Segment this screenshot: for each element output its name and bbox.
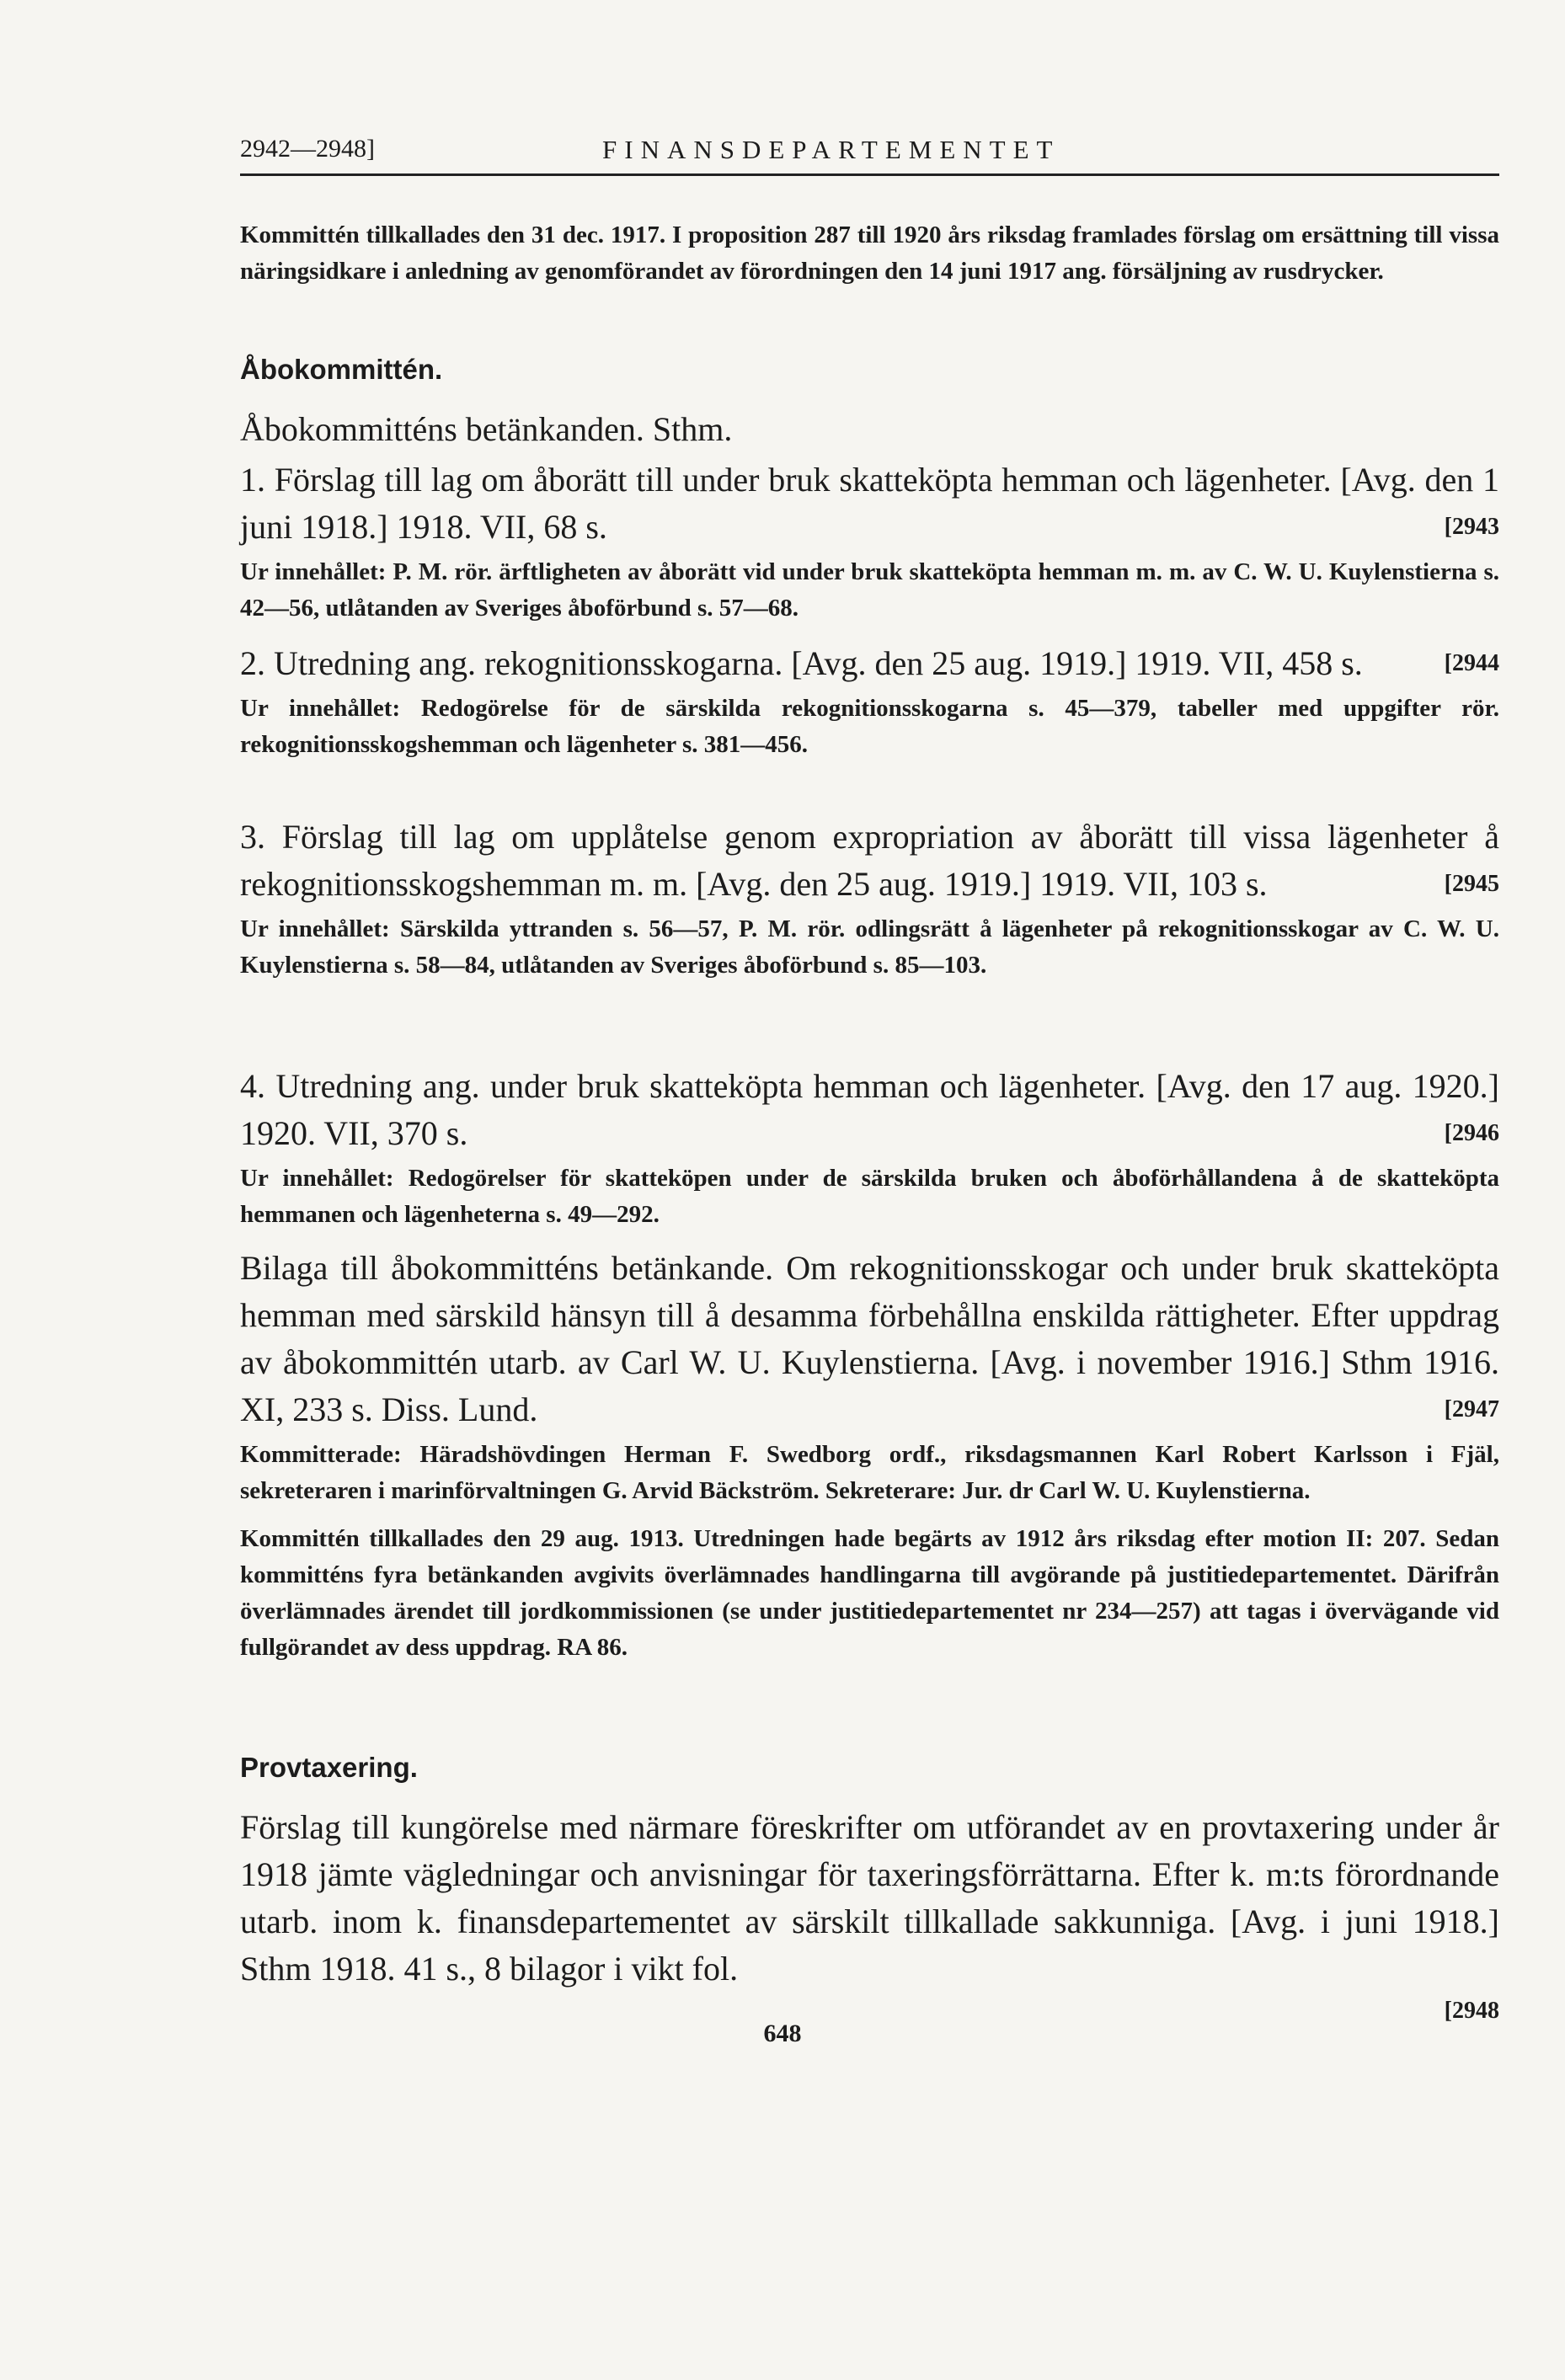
entry-range: 2942—2948] [240,135,375,163]
entry-text: 4. Utredning ang. under bruk skatteköpta hemman och lägenheter. [Avg. den 17 aug. 1920.] 1920. VII, 370 s. [240,1067,1499,1152]
entry-2946 [240,1063,1499,1233]
entry-text: 3. Förslag till lag om upplåtelse genom expropriation av åborätt till vissa lägenheter å rekognitionsskogshemman m. m. [Avg. den 25 aug. 1919.] 1919. VII, 103 s. [240,818,1499,903]
subheading-betankanden: Åbokommitténs betänkanden. Sthm. [240,410,733,448]
entry-number: [2948 [1444,1998,1499,2024]
page-number: 648 [763,2020,802,2047]
entry-text: 2. Utredning ang. rekognitionsskogarna. [Avg. den 25 aug. 1919.] 1919. VII, 458 s. [240,644,1363,682]
entry-number: [2945 [1444,871,1499,897]
entry-2948 [240,1804,1499,2025]
section-heading-abokommitten: Åbokommittén. [240,354,443,385]
committee-history: Kommittén tillkallades den 29 aug. 1913. Utredningen hade begärts av 1912 års riksdag efter motion II: 207. Sedan kommitténs fyra betänkanden avgivits överlämnades handlingarna till avgörande på justitiedepartementet. Därifrån överlämnades ärendet till jordkommissionen (se under justitiedepartementet nr 234—257) att tagas i övervägande vid fullgörandet av dess uppdrag. RA 86. [240,1525,1499,1661]
department-title: FINANSDEPARTEMENTET [602,135,1060,164]
section-heading-provtaxering: Provtaxering. [240,1752,418,1783]
entry-number: [2946 [1444,1120,1499,1146]
intro-paragraph: Kommittén tillkallades den 31 dec. 1917. I proposition 287 till 1920 års riksdag framlades förslag om ersättning till vissa näringsidkare i anledning av genomförandet av förordningen den 14 juni 1917 ang. försäljning av rusdrycker. [240,221,1499,285]
entry-text: 1. Förslag till lag om åborätt till under bruk skatteköpta hemman och lägenheter. [Avg. den 1 juni 1918.] 1918. VII, 68 s. [240,461,1499,546]
running-header [240,135,1499,176]
entry-note: Ur innehållet: Särskilda yttranden s. 56—57, P. M. rör. odlingsrätt å lägenheter på rekognitionsskogar av C. W. U. Kuylenstierna s. 58—84, utlåtanden av Sveriges åboförbund s. 85—103. [240,915,1499,979]
entry-note: Ur innehållet: P. M. rör. ärftligheten av åborätt vid under bruk skatteköpta hemman m. m. av C. W. U. Kuylenstierna s. 42—56, utlåtanden av Sveriges åboförbund s. 57—68. [240,558,1499,622]
entry-number: [2944 [1444,650,1499,676]
entry-number: [2943 [1444,514,1499,540]
committee-members: Kommitterade: Häradshövdingen Herman F. Swedborg ordf., riksdagsmannen Karl Robert Karlsson i Fjäl, sekreteraren i marinförvaltningen G. Arvid Bäckström. Sekreterare: Jur. dr Carl W. U. Kuylenstierna. [240,1441,1499,1504]
entry-2945 [240,814,1499,984]
entry-note: Ur innehållet: Redogörelser för skatteköpen under de särskilda bruken och åboförhållandena å de skatteköpta hemmanen och lägenheterna s. 49—292. [240,1165,1499,1228]
entry-2943 [240,456,1499,627]
entry-note: Ur innehållet: Redogörelse för de särskilda rekognitionsskogarna s. 45—379, tabeller med uppgifter rör. rekognitionsskogshemman och lägenheter s. 381—456. [240,695,1499,758]
entry-2947 [240,1245,1499,1666]
entry-number: [2947 [1444,1396,1499,1422]
entry-2944 [240,640,1499,763]
entry-text: Förslag till kungörelse med närmare föreskrifter om utförandet av en provtaxering under år 1918 jämte vägledningar och anvisningar för taxeringsförrättarna. Efter k. m:ts förordnande utarb. inom k. finansdepartementet av särskilt tillkallade sakkunniga. [Avg. i juni 1918.] Sthm 1918. 41 s., 8 bilagor i vikt fol. [240,1808,1499,1988]
bilaga-text: Bilaga till åbokommitténs betänkande. Om rekognitionsskogar och under bruk skatteköpta hemman med särskild hänsyn till å desamma förbehållna enskilda rättigheter. Efter uppdrag av åbokommittén utarb. av Carl W. U. Kuylenstierna. [Avg. i november 1916.] Sthm 1916. XI, 233 s. Diss. Lund. [240,1249,1499,1428]
